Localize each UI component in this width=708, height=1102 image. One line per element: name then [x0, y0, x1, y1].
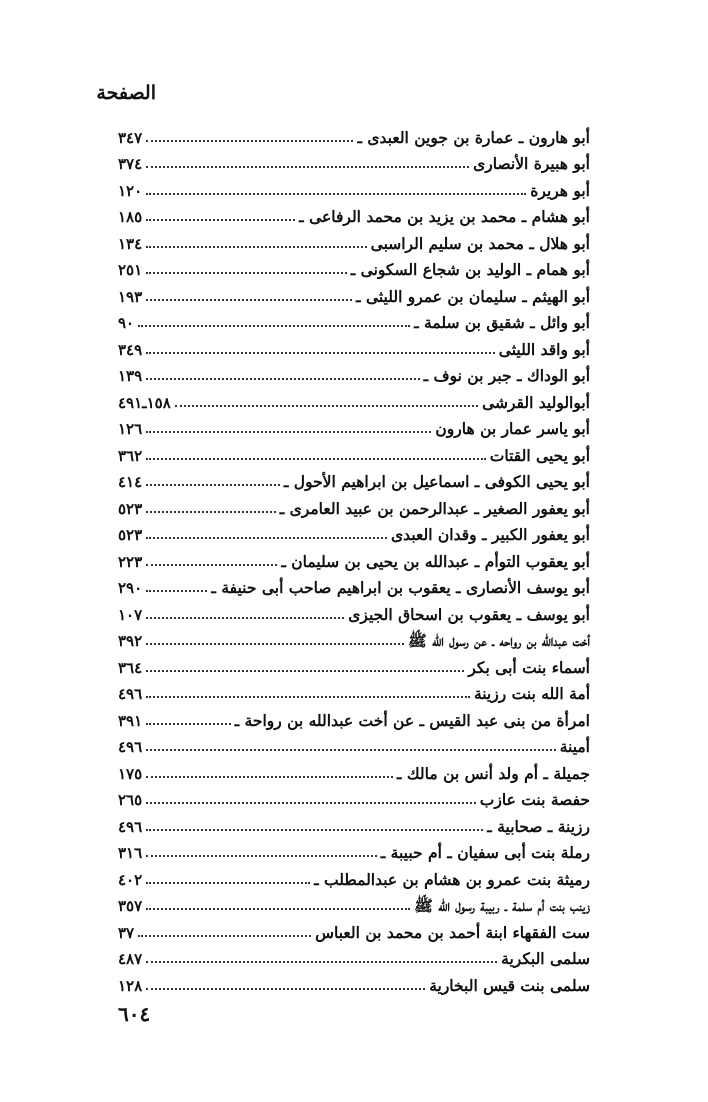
dot-leader	[146, 352, 495, 354]
dot-leader	[146, 590, 207, 592]
dot-leader	[146, 829, 483, 831]
entry-page-number: ١٣٩	[118, 367, 143, 385]
index-entry	[118, 122, 590, 149]
entry-name: امرأة من بنى عبد القيس ـ عن أخت عبدالله بن رواحة ـ	[234, 710, 590, 730]
index-entry	[118, 202, 590, 229]
dot-leader	[146, 723, 230, 725]
dot-leader	[146, 643, 404, 645]
index-entry	[118, 944, 590, 971]
dot-leader	[138, 325, 410, 327]
entry-page-number: ٢٢٣	[118, 552, 143, 571]
dot-leader	[146, 564, 277, 566]
entry-name: رميثة بنت عمرو بن هشام بن عبدالمطلب ـ	[314, 869, 590, 889]
index-entry	[118, 175, 590, 202]
dot-leader	[146, 299, 352, 301]
entry-page-number: ٣٥٧	[118, 897, 143, 915]
entry-page-number: ٣٦٢	[118, 446, 143, 465]
entry-page-number: ٣٧٤	[118, 155, 143, 173]
entry-name: أبو يحيى الكوفى ـ اسماعيل بن ابراهيم الأحول ـ	[283, 472, 590, 491]
dot-leader	[146, 484, 280, 486]
dot-leader	[146, 802, 476, 804]
entry-name: أبو يوسف ـ يعقوب بن اسحاق الجيزى	[348, 604, 590, 624]
index-entry	[118, 493, 590, 520]
entry-page-number: ٤٩٦	[118, 685, 143, 703]
index-entry	[118, 679, 590, 706]
dot-leader	[146, 246, 366, 248]
index-entry	[118, 758, 590, 785]
entry-name: أبو هريرة	[530, 180, 590, 200]
entry-name: أبو الهيثم ـ سليمان بن عمرو الليثى ـ	[356, 286, 590, 306]
entry-name: أبو يعقوب التوأم ـ عبدالله بن يحيى بن سليمان ـ	[281, 551, 590, 571]
entry-page-number: ٣٧	[118, 923, 135, 942]
index-entry	[118, 387, 590, 414]
index-entry	[118, 626, 590, 653]
entry-name: سلمى بنت قيس البخارية	[429, 975, 590, 995]
dot-leader	[146, 908, 410, 910]
index-entry	[118, 414, 590, 441]
dot-leader	[146, 219, 295, 221]
entry-page-number: ١٢٦	[118, 420, 143, 438]
entry-name: أمة الله بنت رزينة	[473, 684, 590, 703]
dot-leader	[146, 855, 377, 857]
entry-name: أبو هشام ـ محمد بن يزيد بن محمد الرفاعى ـ	[299, 207, 590, 226]
entry-page-number: ٤٨٧	[118, 950, 143, 968]
entry-page-number: ٩٠	[118, 314, 135, 332]
entry-name: أبو واقد الليثى	[498, 339, 590, 359]
entry-name: جميلة ـ أم ولد أنس بن مالك ـ	[396, 763, 590, 783]
index-entry	[118, 255, 590, 282]
index-entry	[118, 705, 590, 732]
entry-page-number: ٣٦٤	[118, 658, 143, 677]
index-entry	[118, 891, 590, 918]
entry-name: أبوالوليد القرشى	[482, 392, 590, 412]
entry-page-number: ٣١٦	[118, 844, 143, 862]
index-entry	[118, 732, 590, 759]
entry-name: أبو الوداك ـ جبر بن نوف ـ	[423, 366, 590, 385]
entry-page-number: ١٧٥	[118, 764, 143, 783]
entry-name: أبو همام ـ الوليد بن شجاع السكونى ـ	[350, 260, 590, 279]
entry-name: أبو هارون ـ عمارة بن جوين العبدى ـ	[357, 127, 590, 147]
index-entry	[118, 917, 590, 944]
dot-leader	[146, 140, 353, 142]
index-entry-list	[118, 122, 590, 997]
dot-leader	[138, 935, 311, 937]
entry-name: أبو ياسر عمار بن هارون	[435, 419, 590, 438]
entry-page-number: ٢٥١	[118, 261, 143, 279]
entry-name: أسماء بنت أبى بكر	[468, 657, 590, 677]
entry-name: سلمى البكرية	[501, 949, 590, 968]
entry-name: أبو يوسف الأنصارى ـ يعقوب بن ابراهيم صاحب أبى حنيفة ـ	[211, 578, 590, 597]
dot-leader	[146, 431, 431, 433]
entry-page-number: ٢٦٥	[118, 791, 143, 809]
entry-page-number: ٤١٤	[118, 473, 143, 491]
entry-name: رزينة ـ صحابية ـ	[487, 816, 590, 836]
entry-page-number: ٣٤٧	[118, 128, 143, 147]
entry-name: ست الفقهاء ابنة أحمد بن محمد بن العباس	[315, 922, 590, 942]
index-entry	[118, 785, 590, 812]
dot-leader	[146, 988, 425, 990]
dot-leader	[146, 272, 347, 274]
entry-page-number: ٣٩٢	[118, 632, 143, 650]
entry-name: أبو هلال ـ محمد بن سليم الراسبى	[370, 233, 590, 253]
dot-leader	[146, 882, 310, 884]
index-entry	[118, 228, 590, 255]
index-entry	[118, 970, 590, 997]
dot-leader	[146, 378, 419, 380]
dot-leader	[146, 696, 470, 698]
index-entry	[118, 281, 590, 308]
dot-leader	[175, 405, 478, 407]
entry-page-number: ٤٩٦	[118, 738, 143, 756]
index-entry	[118, 811, 590, 838]
page-column-heading: الصفحة	[96, 82, 156, 104]
entry-page-number: ٢٩٠	[118, 579, 143, 597]
index-entry	[118, 838, 590, 865]
entry-name: أبو وائل ـ شقيق بن سلمة ـ	[414, 313, 590, 332]
entry-name: أخت عبدالله بن رواحه ـ عن رسول الله ﷺ	[408, 631, 590, 650]
entry-page-number: ١٢٠	[118, 181, 143, 200]
entry-page-number: ٤٠٢	[118, 870, 143, 889]
entry-page-number: ٤٩٦	[118, 817, 143, 836]
index-entry	[118, 864, 590, 891]
dot-leader	[146, 458, 486, 460]
entry-page-number: ١٢٨	[118, 976, 143, 995]
dot-leader	[146, 670, 464, 672]
index-entry	[118, 520, 590, 547]
entry-page-number: ١٩٣	[118, 287, 143, 306]
index-entry	[118, 308, 590, 335]
entry-page-number: ٥٢٣	[118, 526, 143, 544]
entry-name: أمينة	[559, 737, 590, 756]
index-entry	[118, 599, 590, 626]
entry-name: حفصة بنت عازب	[479, 790, 590, 809]
entry-name: رملة بنت أبى سفيان ـ أم حبيبة ـ	[380, 843, 590, 862]
entry-name: زينب بنت أم سلمة ـ ربيبة رسول الله ﷺ	[414, 896, 590, 915]
index-entry	[118, 467, 590, 494]
page-number: ٦٠٤	[118, 1002, 151, 1026]
index-entry	[118, 440, 590, 467]
entry-page-number: ٥٢٣	[118, 499, 143, 518]
entry-page-number: ١٣٤	[118, 234, 143, 253]
index-entry	[118, 149, 590, 176]
index-entry	[118, 546, 590, 573]
entry-page-number: ١٨٥	[118, 208, 143, 226]
entry-page-number: ١٥٨ـ٤٩١	[118, 393, 171, 412]
entry-name: أبو هبيرة الأنصارى	[473, 154, 590, 173]
dot-leader	[146, 749, 556, 751]
entry-name: أبو يحيى القتات	[489, 445, 590, 465]
entry-page-number: ١٠٧	[118, 605, 143, 624]
dot-leader	[146, 166, 469, 168]
dot-leader	[146, 961, 497, 963]
dot-leader	[146, 537, 387, 539]
index-entry	[118, 334, 590, 361]
index-entry	[118, 652, 590, 679]
entry-page-number: ٣٤٩	[118, 340, 143, 359]
entry-name: أبو يعفور الصغير ـ عبدالرحمن بن عبيد العامرى ـ	[279, 498, 590, 518]
dot-leader	[146, 617, 344, 619]
index-entry	[118, 361, 590, 388]
entry-name: أبو يعفور الكبير ـ وقدان العبدى	[391, 525, 590, 544]
dot-leader	[146, 511, 276, 513]
dot-leader	[146, 193, 526, 195]
entry-page-number: ٣٩١	[118, 711, 143, 730]
dot-leader	[146, 776, 393, 778]
index-entry	[118, 573, 590, 600]
